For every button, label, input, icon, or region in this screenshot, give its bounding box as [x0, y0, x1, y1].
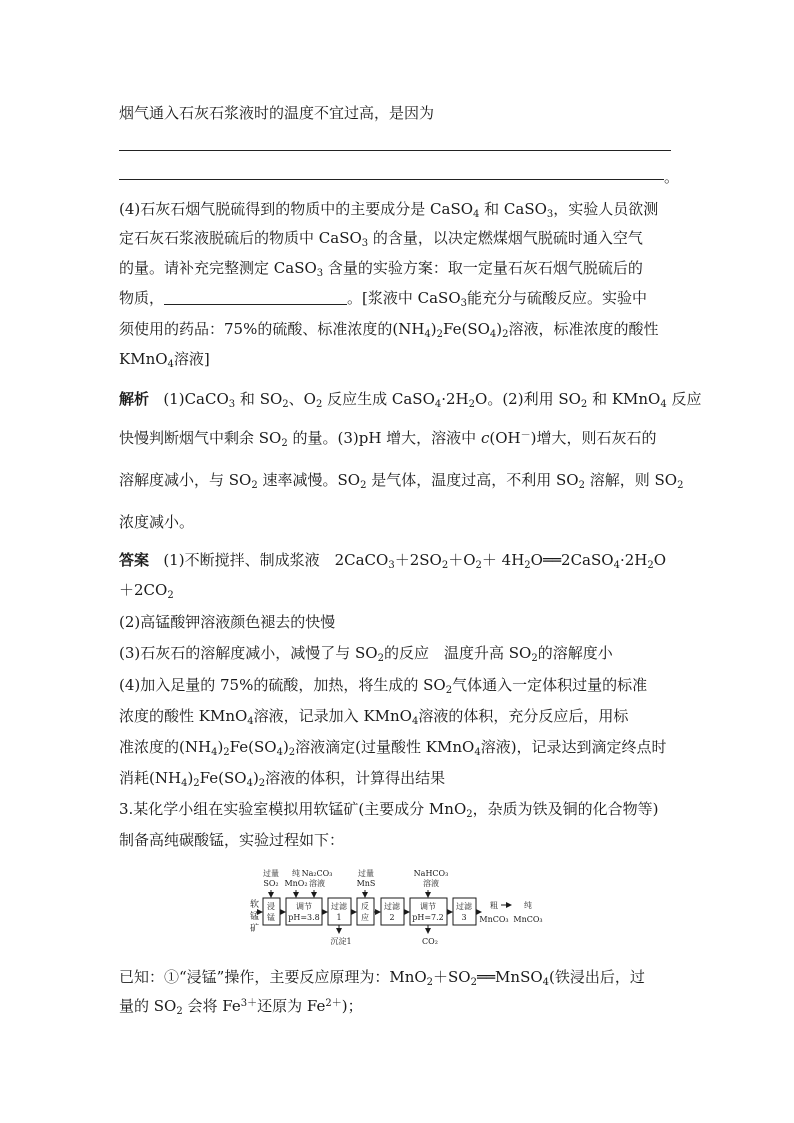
- pure-label-a: 纯: [524, 901, 532, 910]
- pure-label-b: MnCO₃: [513, 915, 543, 924]
- input-4-b: MnS: [356, 879, 376, 888]
- start-label-3: 矿: [250, 924, 260, 934]
- q3-line-2: 制备高纯碳酸锰，实验过程如下：: [119, 831, 345, 849]
- box-filter-3-label-b: 3: [461, 913, 467, 922]
- analysis-line-2: 快慢判断烟气中剩余 $SO_2$ 的量。(3)pH 增大，溶液中 c(OH－)增大，则石灰石的: [119, 429, 657, 449]
- input-3-a: Na₂CO₃: [301, 869, 333, 878]
- intro-line: 烟气通入石灰石浆液时的温度不宜过高，是因为: [119, 104, 435, 122]
- box-filter-2-label-b: 2: [389, 913, 395, 922]
- known-line-2: 量的 $SO_2$ 会将 $Fe^{3+}$还原为 $Fe^{2+}$)；: [119, 997, 363, 1017]
- q4-line-4: 物质， 。[浆液中 CaSO$_3$能充分与硫酸反应。实验中: [119, 289, 648, 309]
- box-adjust-2-label-b: pH=7.2: [412, 913, 444, 922]
- q4-line-3: 的量。请补充完整测定 CaSO$_3$ 含量的实验方案：取一定量石灰石烟气脱硫后的: [119, 259, 643, 279]
- answer-line-2: $+2CO_2$: [119, 581, 174, 601]
- box-adjust-2-label-a: 调节: [420, 902, 436, 911]
- output-co2: CO₂: [422, 937, 438, 946]
- box-leach-label-b: 锰: [267, 913, 275, 922]
- input-3-b: 溶液: [309, 879, 325, 888]
- box-filter-1-label-b: 1: [336, 913, 342, 922]
- input-5-b: 溶液: [423, 879, 439, 888]
- box-filter-2-label-a: 过滤: [384, 902, 400, 911]
- output-precipitate: 沉淀1: [330, 937, 352, 946]
- box-filter-1-label-a: 过滤: [331, 902, 347, 911]
- box-react-label-a: 反: [361, 902, 369, 911]
- answer-line-1: 答案 (1)不断搅拌、制成浆液 $2CaCO_3+2SO_2+O_2+$ $4H_2O══2CaSO_4\cdot 2H_2O$: [119, 551, 667, 571]
- input-2-a: 纯: [292, 869, 300, 878]
- answer-line-7: 准浓度的$(NH_4)_2Fe(SO_4)_2$溶液滴定(过量酸性 KMnO$_4$溶液)，记录达到滴定终点时: [119, 738, 667, 758]
- crude-label-b: MnCO₃: [479, 915, 509, 924]
- start-label-1: 软: [250, 900, 260, 910]
- input-5-a: NaHCO₃: [413, 869, 449, 878]
- box-adjust-1-label-a: 调节: [296, 902, 312, 911]
- answer-line-5: (4)加入足量的 75%的硫酸，加热，将生成的 $SO_2$气体通入一定体积过量的标准: [119, 676, 648, 696]
- q4-line-2: 定石灰石浆液脱硫后的物质中 CaSO$_3$ 的含量，以决定燃煤烟气脱硫时通入空气: [119, 229, 643, 249]
- input-1-a: 过量: [263, 869, 279, 878]
- analysis-line-1: 解析 (1)CaCO$_3$ 和 $SO_2$、$O_2$ 反应生成 $CaSO_4\cdot 2H_2O$。(2)利用 $SO_2$ 和 KMnO$_4$ 反应: [119, 390, 702, 410]
- q4-line-6: KMnO$_4$溶液]: [119, 350, 210, 370]
- start-label-2: 锰: [250, 912, 260, 922]
- analysis-line-3: 溶解度减小，与 $SO_2$ 速率减慢。$SO_2$ 是气体，温度过高，不利用 $SO_2$ 溶解，则 $SO_2$: [119, 471, 684, 491]
- q4-line-5: 须使用的药品：75%的硫酸、标准浓度的$(NH_4)_2Fe(SO_4)_2$溶液，标准浓度的酸性: [119, 320, 659, 340]
- answer-line-8: 消耗$(NH_4)_2Fe(SO_4)_2$溶液的体积，计算得出结果: [119, 769, 446, 789]
- known-line-1: 已知：①“浸锰”操作，主要反应原理为：$MnO_2+SO_2══MnSO_4$(铁浸出后，过: [119, 968, 645, 988]
- line-end-mark: 。: [664, 168, 680, 186]
- input-1-b: SO₂: [263, 879, 279, 888]
- crude-label-a: 粗: [490, 901, 498, 910]
- input-4-a: 过量: [358, 869, 374, 878]
- input-2-b: MnO₂: [284, 879, 308, 888]
- answer-line-3: (2)高锰酸钾溶液颜色褪去的快慢: [119, 613, 336, 631]
- box-adjust-1-label-b: pH=3.8: [288, 913, 320, 922]
- answer-line-4: (3)石灰石的溶解度减小，减慢了与 $SO_2$的反应 温度升高 $SO_2$的溶解度小: [119, 644, 613, 664]
- answer-line-6: 浓度的酸性 KMnO$_4$溶液，记录加入 KMnO$_4$溶液的体积，充分反应后，用标: [119, 707, 629, 727]
- box-react-label-b: 应: [361, 913, 369, 922]
- analysis-line-4: 浓度减小。: [119, 513, 195, 531]
- answer-label: 答案: [119, 551, 150, 569]
- q3-line-1: 3.某化学小组在实验室模拟用软锰矿(主要成分 MnO$_2$，杂质为铁及铜的化合物等): [119, 800, 659, 820]
- box-leach-label-a: 浸: [267, 902, 275, 911]
- analysis-label: 解析: [119, 390, 150, 408]
- box-filter-3-label-a: 过滤: [456, 902, 472, 911]
- q4-line-1: (4)石灰石烟气脱硫得到的物质中的主要成分是 CaSO$_4$ 和 CaSO$_3$，实验人员欲测: [119, 200, 659, 220]
